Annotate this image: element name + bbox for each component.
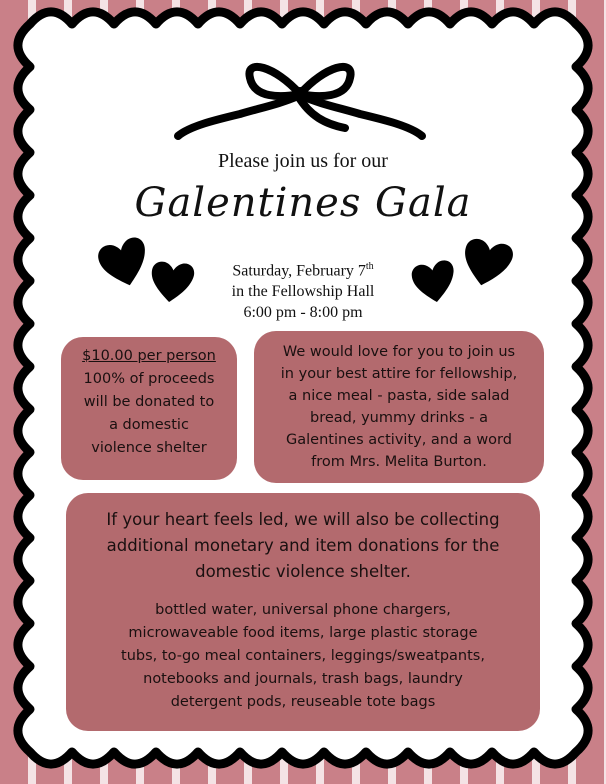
event-time: 6:00 pm - 8:00 pm — [243, 304, 363, 322]
info-line: bread, yummy drinks - a — [310, 410, 488, 426]
price-line: 100% of proceeds — [83, 371, 215, 387]
donation-item-line: notebooks and journals, trash bags, laundry — [143, 671, 463, 687]
donation-item-line: microwaveable food items, large plastic storage — [128, 625, 478, 641]
event-title: Galentines Gala — [134, 180, 472, 226]
event-location: in the Fellowship Hall — [231, 283, 375, 301]
info-line: from Mrs. Melita Burton. — [311, 454, 487, 470]
donation-lead — [66, 507, 540, 585]
price-line: will be donated to — [83, 394, 215, 410]
info-line: in your best attire for fellowship, — [280, 366, 518, 382]
donation-lead-line: additional monetary and item donations for the — [106, 536, 500, 555]
donation-item-line: detergent pods, reuseable tote bags — [170, 694, 436, 710]
intro-text: Please join us for our — [218, 150, 388, 172]
event-date: Saturday, February 7th — [232, 261, 374, 280]
info-line: We would love for you to join us — [282, 344, 516, 360]
price-text: $10.00 per person — [82, 348, 216, 364]
price-line: violence shelter — [91, 440, 207, 456]
donation-item-line: tubs, to-go meal containers, leggings/sweatpants, — [121, 648, 485, 664]
donation-lead-line: domestic violence shelter. — [195, 562, 411, 581]
donation-lead-line: If your heart feels led, we will also be collecting — [106, 510, 500, 529]
price-box — [61, 337, 237, 480]
bow-icon — [170, 56, 430, 146]
info-box — [254, 331, 544, 483]
event-details — [0, 256, 606, 323]
donation-box — [66, 493, 540, 731]
info-line: Galentines activity, and a word — [286, 432, 512, 448]
donation-item-line: bottled water, universal phone chargers, — [155, 602, 451, 618]
price-line: a domestic — [109, 417, 189, 433]
donation-items — [66, 599, 540, 714]
info-line: a nice meal - pasta, side salad — [288, 388, 510, 404]
